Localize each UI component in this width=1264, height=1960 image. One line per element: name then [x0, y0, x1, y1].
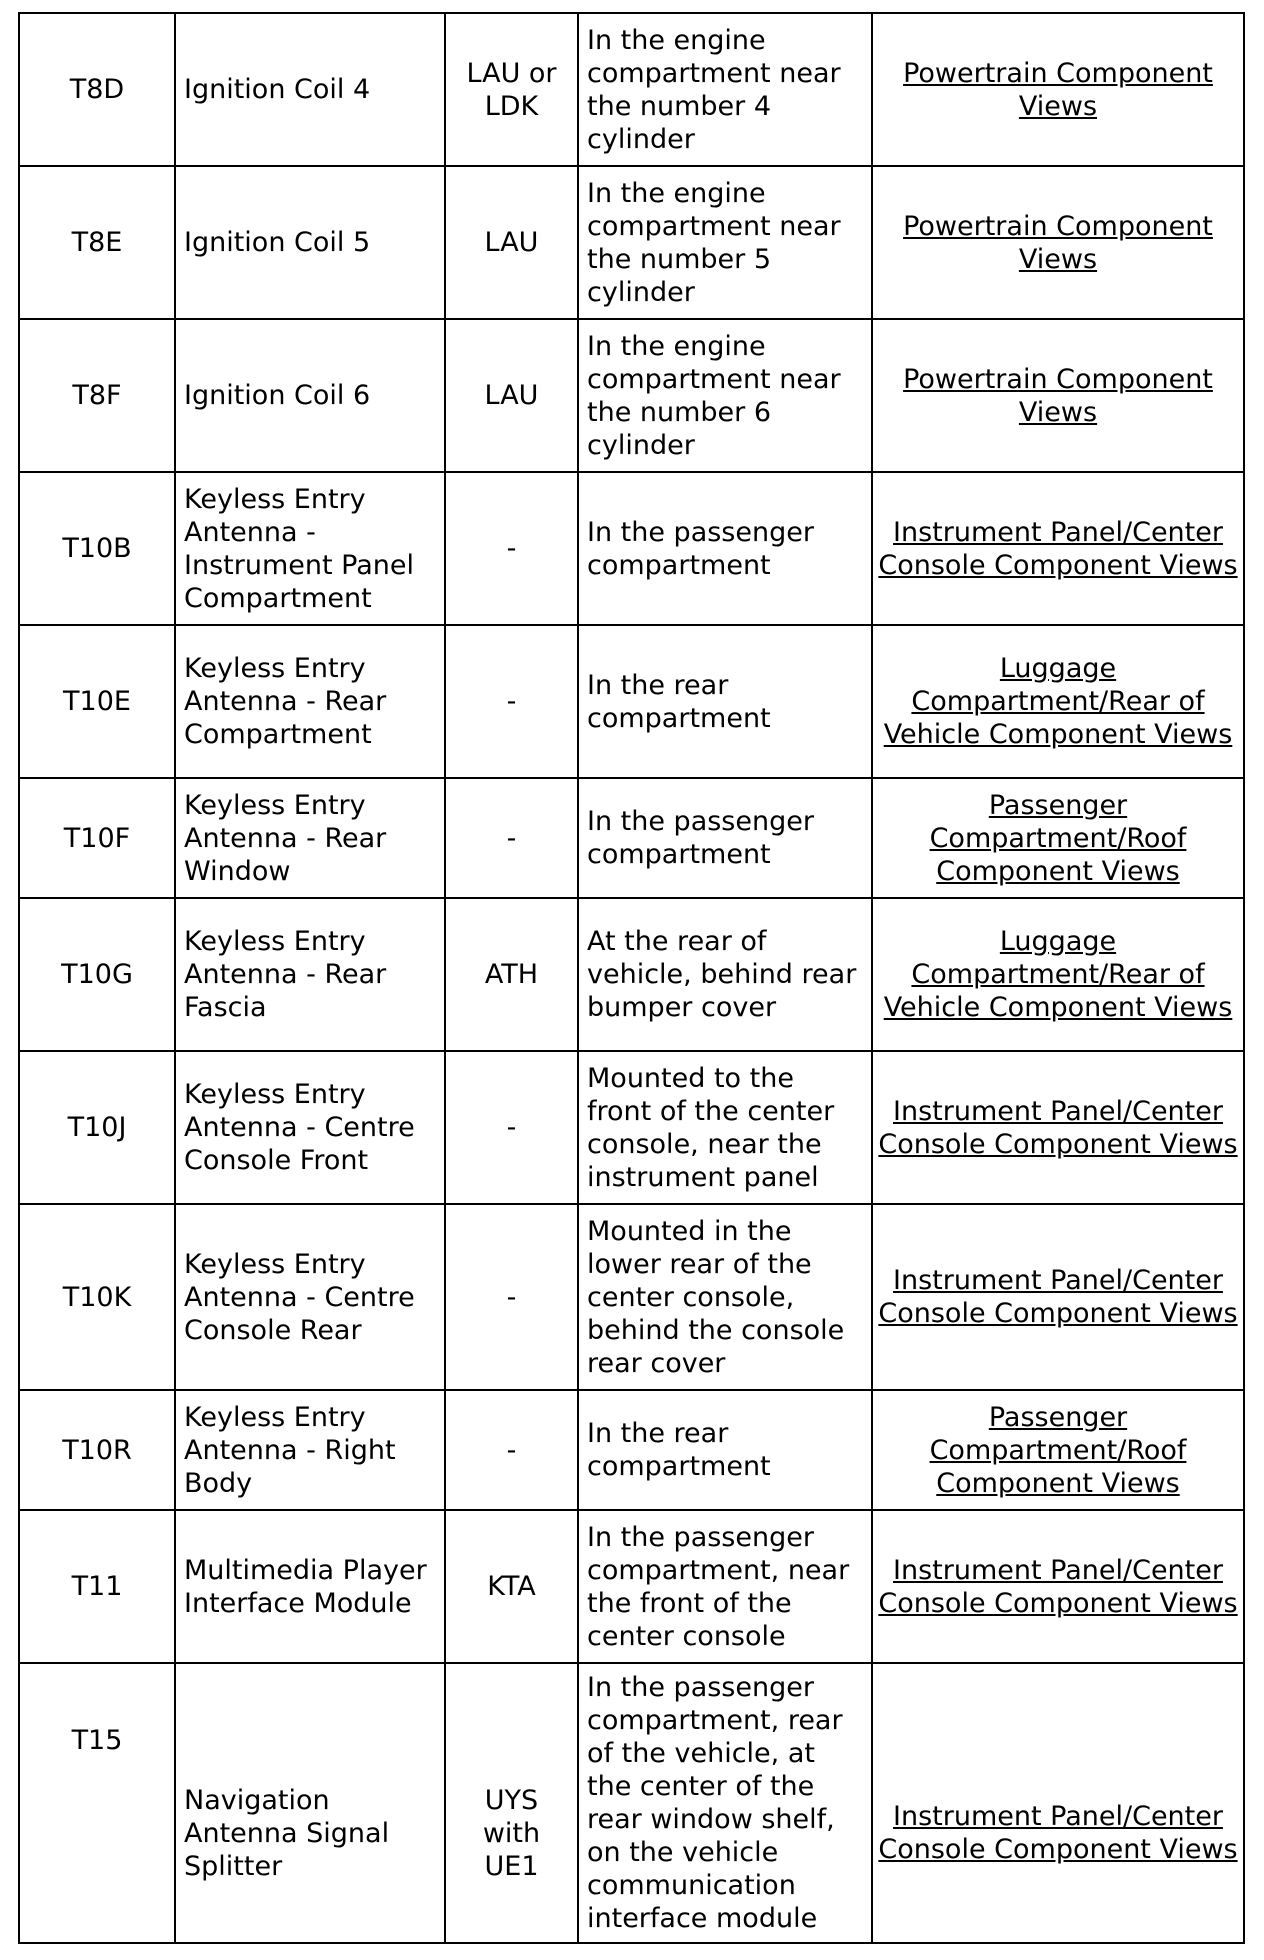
component-view-cell	[872, 472, 1244, 625]
component-view-link[interactable]: Luggage Compartment/Rear of Vehicle Component Views	[883, 653, 1233, 750]
table-row	[19, 1204, 1244, 1390]
component-view-link[interactable]: Powertrain Component Views	[903, 57, 1213, 122]
connector-code: T10K	[19, 1204, 175, 1390]
component-name: Keyless Entry Antenna - Instrument Panel Compartment	[175, 472, 445, 625]
location-description: In the passenger compartment	[578, 778, 872, 898]
component-locator-table	[18, 12, 1245, 1944]
component-view-link[interactable]: Instrument Panel/Center Console Component Views	[878, 1801, 1238, 1865]
connector-code: T8D	[19, 13, 175, 166]
component-view-link[interactable]: Luggage Compartment/Rear of Vehicle Component Views	[883, 926, 1233, 1023]
table-row	[19, 13, 1244, 166]
component-name: Navigation Antenna Signal Splitter	[175, 1663, 445, 1943]
option-code: -	[445, 1390, 578, 1510]
component-name: Keyless Entry Antenna - Right Body	[175, 1390, 445, 1510]
connector-code: T8E	[19, 166, 175, 319]
component-view-cell	[872, 13, 1244, 166]
location-description: Mounted to the front of the center console, near the instrument panel	[578, 1051, 872, 1204]
connector-code: T10R	[19, 1390, 175, 1510]
location-description: In the engine compartment near the number 4 cylinder	[578, 13, 872, 166]
option-code: LAU	[445, 166, 578, 319]
connector-code: T10G	[19, 898, 175, 1051]
table-row	[19, 625, 1244, 778]
option-code: -	[445, 625, 578, 778]
location-description: In the passenger compartment	[578, 472, 872, 625]
connector-code: T8F	[19, 319, 175, 472]
component-name: Keyless Entry Antenna - Rear Window	[175, 778, 445, 898]
table-row	[19, 319, 1244, 472]
component-name: Ignition Coil 5	[175, 166, 445, 319]
table-row	[19, 166, 1244, 319]
connector-code: T10F	[19, 778, 175, 898]
location-description: In the passenger compartment, rear of the vehicle, at the center of the rear window shelf, on the vehicle communication interface module	[578, 1663, 872, 1943]
component-view-link[interactable]: Instrument Panel/Center Console Component Views	[878, 1265, 1238, 1329]
component-view-cell	[872, 1510, 1244, 1663]
option-code: ATH	[445, 898, 578, 1051]
connector-code: T15	[19, 1663, 175, 1943]
component-view-link[interactable]: Instrument Panel/Center Console Component Views	[878, 1554, 1238, 1619]
option-code: -	[445, 1204, 578, 1390]
connector-code: T10E	[19, 625, 175, 778]
table-row	[19, 898, 1244, 1051]
table-row	[19, 1510, 1244, 1663]
component-name: Ignition Coil 6	[175, 319, 445, 472]
option-code: -	[445, 778, 578, 898]
component-view-link[interactable]: Instrument Panel/Center Console Component Views	[878, 516, 1238, 581]
component-name: Keyless Entry Antenna - Rear Fascia	[175, 898, 445, 1051]
location-description: In the rear compartment	[578, 1390, 872, 1510]
component-view-cell	[872, 778, 1244, 898]
component-name: Keyless Entry Antenna - Rear Compartment	[175, 625, 445, 778]
option-code: LAU or LDK	[445, 13, 578, 166]
option-code: UYS with UE1	[445, 1663, 578, 1943]
location-description: In the engine compartment near the number 5 cylinder	[578, 166, 872, 319]
component-view-link[interactable]: Instrument Panel/Center Console Component Views	[878, 1095, 1238, 1160]
component-view-link[interactable]: Powertrain Component Views	[903, 363, 1213, 428]
component-view-cell	[872, 1204, 1244, 1390]
component-view-link[interactable]: Powertrain Component Views	[903, 210, 1213, 275]
location-description: In the rear compartment	[578, 625, 872, 778]
location-description: In the engine compartment near the number 6 cylinder	[578, 319, 872, 472]
component-name: Keyless Entry Antenna - Centre Console Front	[175, 1051, 445, 1204]
table-row	[19, 778, 1244, 898]
table-row	[19, 472, 1244, 625]
component-view-cell	[872, 166, 1244, 319]
location-description: Mounted in the lower rear of the center console, behind the console rear cover	[578, 1204, 872, 1390]
option-code: LAU	[445, 319, 578, 472]
component-name: Ignition Coil 4	[175, 13, 445, 166]
option-code: -	[445, 472, 578, 625]
component-name: Keyless Entry Antenna - Centre Console Rear	[175, 1204, 445, 1390]
component-name: Multimedia Player Interface Module	[175, 1510, 445, 1663]
component-view-cell	[872, 1051, 1244, 1204]
component-view-cell	[872, 319, 1244, 472]
connector-code: T10B	[19, 472, 175, 625]
component-view-cell	[872, 625, 1244, 778]
component-view-link[interactable]: Passenger Compartment/Roof Component Views	[929, 789, 1187, 887]
connector-code: T10J	[19, 1051, 175, 1204]
component-view-cell	[872, 1663, 1244, 1943]
location-description: At the rear of vehicle, behind rear bumper cover	[578, 898, 872, 1051]
table-row	[19, 1663, 1244, 1943]
component-view-link[interactable]: Passenger Compartment/Roof Component Views	[929, 1401, 1187, 1499]
component-view-cell	[872, 1390, 1244, 1510]
table-row	[19, 1390, 1244, 1510]
connector-code: T11	[19, 1510, 175, 1663]
component-view-cell	[872, 898, 1244, 1051]
option-code: KTA	[445, 1510, 578, 1663]
option-code: -	[445, 1051, 578, 1204]
table-row	[19, 1051, 1244, 1204]
location-description: In the passenger compartment, near the front of the center console	[578, 1510, 872, 1663]
